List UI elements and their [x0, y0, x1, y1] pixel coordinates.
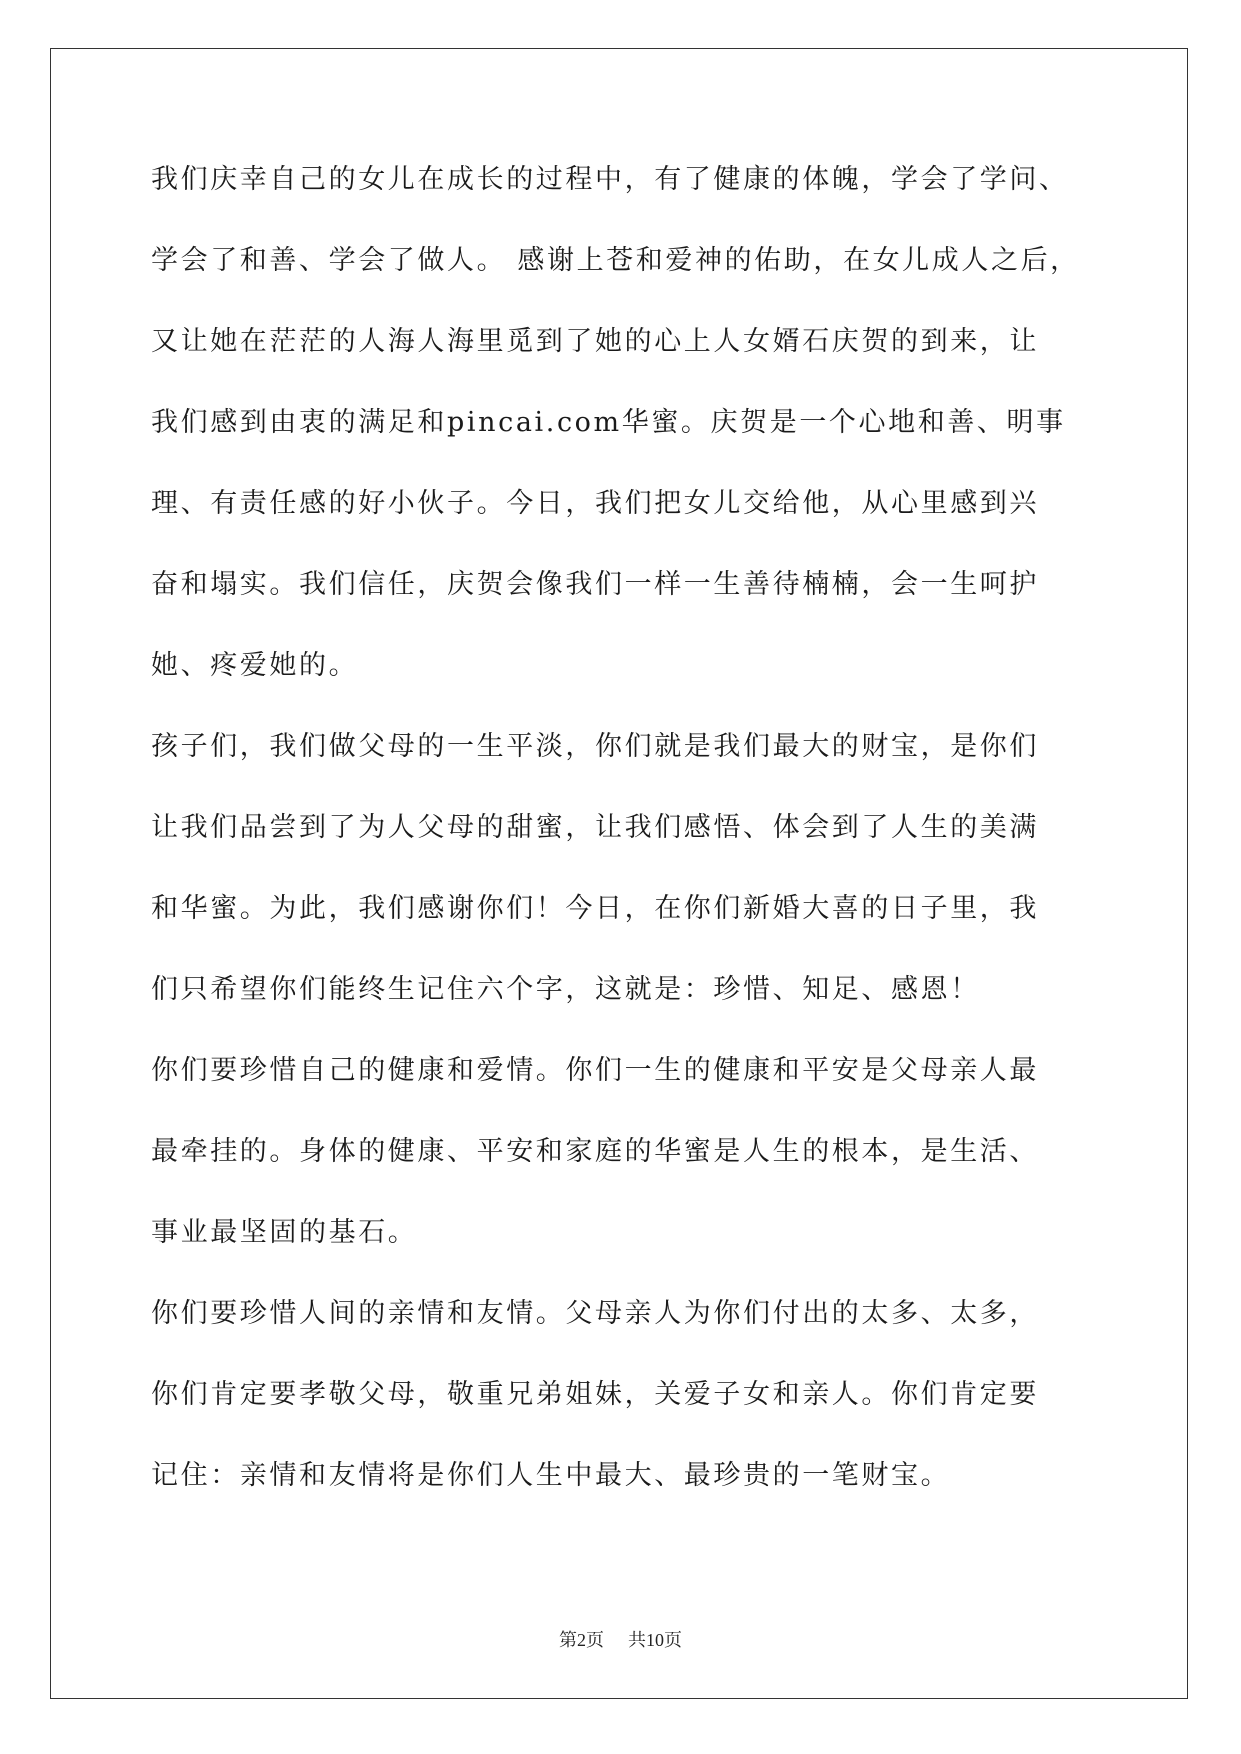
text-line: 最牵挂的。身体的健康、平安和家庭的华蜜是人生的根本，是生活、	[151, 1136, 1039, 1167]
text-line: 和华蜜。为此，我们感谢你们！今日，在你们新婚大喜的日子里，我	[151, 893, 1039, 924]
text-line: 事业最坚固的基石。	[151, 1217, 418, 1248]
document-body	[151, 162, 1111, 1539]
text-line: 你们要珍惜自己的健康和爱情。你们一生的健康和平安是父母亲人最	[151, 1055, 1039, 1086]
text-line: 奋和塌实。我们信任，庆贺会像我们一样一生善待楠楠，会一生呵护	[151, 569, 1039, 600]
text-line: 让我们品尝到了为人父母的甜蜜，让我们感悟、体会到了人生的美满	[151, 812, 1039, 843]
text-line: 你们肯定要孝敬父母，敬重兄弟姐妹，关爱子女和亲人。你们肯定要	[151, 1379, 1039, 1410]
text-line: 她、疼爱她的。	[151, 650, 359, 681]
text-line: 理、有责任感的好小伙子。今日，我们把女儿交给他，从心里感到兴	[151, 488, 1039, 519]
page-footer	[0, 1626, 1241, 1652]
text-line: 孩子们，我们做父母的一生平淡，你们就是我们最大的财宝，是你们	[151, 731, 1039, 762]
text-line: 们只希望你们能终生记住六个字，这就是：珍惜、知足、感恩！	[151, 974, 980, 1005]
text-line: 你们要珍惜人间的亲情和友情。父母亲人为你们付出的太多、太多，	[151, 1298, 1039, 1329]
page-total: 共10页	[628, 1630, 682, 1650]
text-line: 记住：亲情和友情将是你们人生中最大、最珍贵的一笔财宝。	[151, 1460, 951, 1491]
text-line: 学会了和善、学会了做人。 感谢上苍和爱神的佑助，在女儿成人之后，	[151, 245, 1080, 276]
page-number: 第2页	[559, 1630, 604, 1650]
text-line: 我们庆幸自己的女儿在成长的过程中，有了健康的体魄，学会了学问、	[151, 164, 1069, 195]
text-line: 我们感到由衷的满足和pincai.com华蜜。庆贺是一个心地和善、明事	[151, 407, 1066, 438]
text-line: 又让她在茫茫的人海人海里觅到了她的心上人女婿石庆贺的到来，让	[151, 326, 1039, 357]
